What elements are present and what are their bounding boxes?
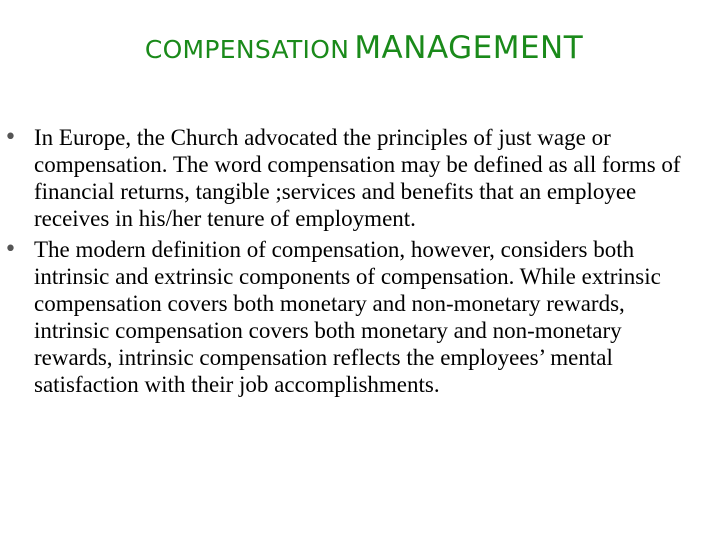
slide-title-part1: COMPENSATION [144,35,350,64]
bullet-dot-icon: • [4,125,17,150]
bullet-item [4,236,704,398]
slide-title [0,28,728,73]
bullet-item [4,124,704,232]
slide-title-part2: MANAGEMENT [354,30,584,66]
bullet-text: In Europe, the Church advocated the principles of just wage or compensation. The word compensation may be defined as all forms of financial returns, tangible ;services and benefits that an employee receives in his/her tenure of employment. [34,125,681,231]
bullet-dot-icon: • [4,237,17,262]
bullet-list [4,124,704,402]
bullet-text: The modern definition of compensation, however, considers both intrinsic and extrinsic components of compensation. While extrinsic compensation covers both monetary and non-monetary rewards, intrinsic compensation covers both monetary and non-monetary rewards, intrinsic compensation reflects the employees’ mental satisfaction with their job accomplishments. [34,237,661,397]
